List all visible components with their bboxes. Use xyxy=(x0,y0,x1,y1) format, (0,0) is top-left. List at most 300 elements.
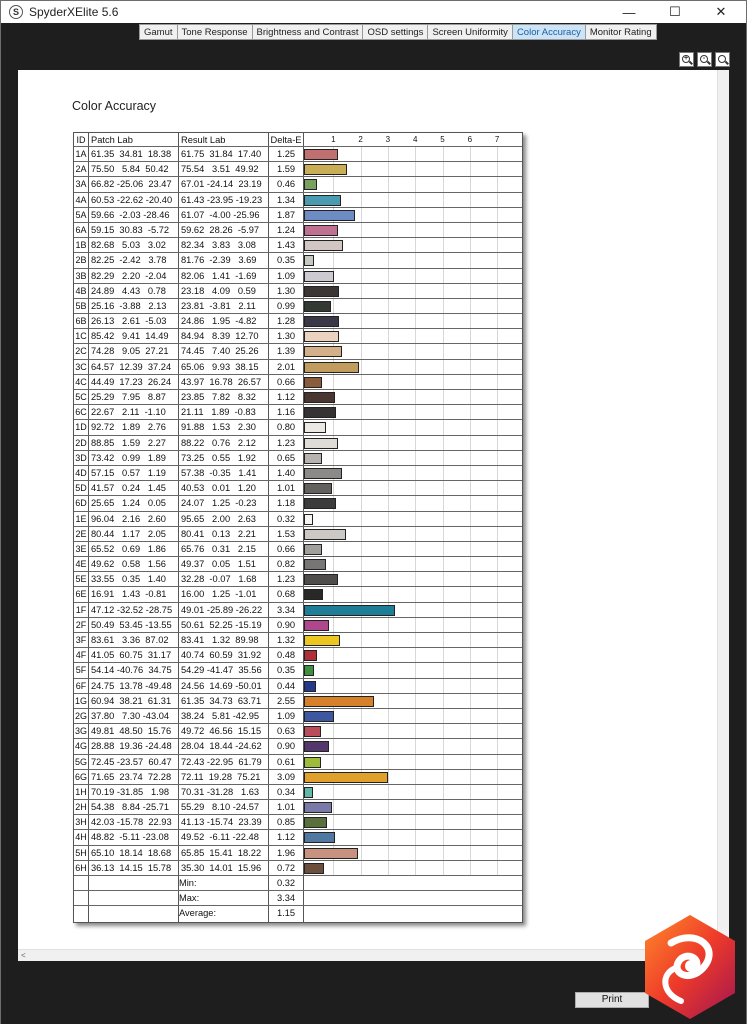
delta-e-bar xyxy=(304,711,334,722)
table-row xyxy=(74,481,522,496)
delta-e-bar xyxy=(304,635,340,646)
delta-e-value: 0.68 xyxy=(269,587,304,601)
patch-lab-values: 80.44 1.17 2.05 xyxy=(89,527,179,541)
patch-id: 3G xyxy=(74,724,89,738)
patch-id: 4F xyxy=(74,648,89,662)
delta-e-bar-cell xyxy=(304,405,522,419)
zoom-fit-icon[interactable] xyxy=(715,52,730,67)
patch-lab-values: 36.13 14.15 15.78 xyxy=(89,861,179,875)
delta-e-value: 0.99 xyxy=(269,299,304,313)
delta-e-bar xyxy=(304,195,341,206)
patch-id: 1H xyxy=(74,785,89,799)
delta-e-bar xyxy=(304,848,358,859)
result-lab-values: 28.04 18.44 -24.62 xyxy=(179,739,269,753)
delta-e-bar-cell xyxy=(304,755,522,769)
delta-e-bar-cell xyxy=(304,557,522,571)
delta-e-bar xyxy=(304,422,326,433)
delta-e-bar-cell xyxy=(304,648,522,662)
result-lab-values: 81.76 -2.39 3.69 xyxy=(179,253,269,267)
delta-e-bar xyxy=(304,832,335,843)
patch-lab-values: 16.91 1.43 -0.81 xyxy=(89,587,179,601)
patch-id: 5C xyxy=(74,390,89,404)
patch-lab-values: 70.19 -31.85 1.98 xyxy=(89,785,179,799)
patch-lab-values: 42.03 -15.78 22.93 xyxy=(89,815,179,829)
delta-e-value: 3.34 xyxy=(269,603,304,617)
minimize-button[interactable]: — xyxy=(622,4,636,20)
result-lab-values: 49.52 -6.11 -22.48 xyxy=(179,830,269,844)
table-header xyxy=(74,133,522,147)
patch-id: 3E xyxy=(74,542,89,556)
delta-e-bar xyxy=(304,255,314,266)
delta-e-bar-cell xyxy=(304,785,522,799)
table-row xyxy=(74,633,522,648)
delta-e-value: 1.23 xyxy=(269,572,304,586)
patch-lab-values: 49.81 48.50 15.76 xyxy=(89,724,179,738)
patch-id: 5F xyxy=(74,663,89,677)
table-row xyxy=(74,238,522,253)
delta-e-value: 1.01 xyxy=(269,800,304,814)
result-lab-values: 80.41 0.13 2.21 xyxy=(179,527,269,541)
table-row xyxy=(74,739,522,754)
patch-id: 1F xyxy=(74,603,89,617)
delta-e-bar xyxy=(304,544,322,555)
result-lab-values: 24.56 14.69 -50.01 xyxy=(179,679,269,693)
table-row xyxy=(74,770,522,785)
table-row xyxy=(74,466,522,481)
patch-lab-values: 74.28 9.05 27.21 xyxy=(89,344,179,358)
table-row xyxy=(74,861,522,876)
axis-tick-label: 1 xyxy=(331,135,336,144)
delta-e-value: 0.61 xyxy=(269,755,304,769)
patch-lab-values: 50.49 53.45 -13.55 xyxy=(89,618,179,632)
patch-lab-values: 85.42 9.41 14.49 xyxy=(89,329,179,343)
spyder-app-icon: S xyxy=(9,5,23,19)
table-row xyxy=(74,375,522,390)
table-row xyxy=(74,299,522,314)
table-row xyxy=(74,587,522,602)
patch-id: 6A xyxy=(74,223,89,237)
result-lab-values: 16.00 1.25 -1.01 xyxy=(179,587,269,601)
table-row xyxy=(74,208,522,223)
result-lab-values: 24.86 1.95 -4.82 xyxy=(179,314,269,328)
summary-label: Max: xyxy=(179,891,269,905)
patch-id: 3H xyxy=(74,815,89,829)
patch-id: 1C xyxy=(74,329,89,343)
zoom-in-icon[interactable]: + xyxy=(679,52,694,67)
table-row xyxy=(74,193,522,208)
delta-e-bar-cell xyxy=(304,815,522,829)
header-result-lab: Result Lab xyxy=(179,133,269,146)
patch-lab-values: 71.65 23.74 72.28 xyxy=(89,770,179,784)
patch-id: 5A xyxy=(74,208,89,222)
table-row xyxy=(74,527,522,542)
delta-e-bar-cell xyxy=(304,451,522,465)
delta-e-bar xyxy=(304,392,335,403)
result-lab-values: 61.43 -23.95 -19.23 xyxy=(179,193,269,207)
delta-e-bar-cell xyxy=(304,299,522,313)
table-row xyxy=(74,344,522,359)
result-lab-values: 67.01 -24.14 23.19 xyxy=(179,177,269,191)
delta-e-bar-cell xyxy=(304,694,522,708)
vertical-scrollbar[interactable] xyxy=(717,70,729,950)
delta-e-value: 0.90 xyxy=(269,618,304,632)
patch-lab-values: 72.45 -23.57 60.47 xyxy=(89,755,179,769)
table-row xyxy=(74,694,522,709)
delta-e-bar-cell xyxy=(304,709,522,723)
patch-id: 1B xyxy=(74,238,89,252)
summary-row xyxy=(74,906,522,921)
patch-id: 2C xyxy=(74,344,89,358)
report-title: Color Accuracy xyxy=(72,99,157,113)
patch-id: 1A xyxy=(74,147,89,161)
patch-lab-values: 24.75 13.78 -49.48 xyxy=(89,679,179,693)
delta-e-bar xyxy=(304,331,339,342)
summary-row xyxy=(74,876,522,891)
blank-cell xyxy=(89,906,179,921)
patch-lab-values: 64.57 12.39 37.24 xyxy=(89,360,179,374)
delta-e-bar xyxy=(304,650,317,661)
delta-e-value: 2.01 xyxy=(269,360,304,374)
delta-e-bar-cell xyxy=(304,603,522,617)
delta-e-value: 1.01 xyxy=(269,481,304,495)
patch-id: 2B xyxy=(74,253,89,267)
delta-e-bar-cell xyxy=(304,512,522,526)
result-lab-values: 54.29 -41.47 35.56 xyxy=(179,663,269,677)
bottom-bar xyxy=(1,962,746,1024)
delta-e-value: 2.55 xyxy=(269,694,304,708)
delta-e-bar xyxy=(304,346,342,357)
delta-e-value: 1.59 xyxy=(269,162,304,176)
zoom-toolbar xyxy=(679,52,730,67)
patch-lab-values: 61.35 34.81 18.38 xyxy=(89,147,179,161)
delta-e-value: 1.09 xyxy=(269,269,304,283)
table-row xyxy=(74,496,522,511)
delta-e-bar-cell xyxy=(304,269,522,283)
delta-e-bar xyxy=(304,179,317,190)
delta-e-value: 1.40 xyxy=(269,466,304,480)
result-lab-values: 91.88 1.53 2.30 xyxy=(179,420,269,434)
delta-e-bar xyxy=(304,559,326,570)
delta-e-bar-cell xyxy=(304,663,522,677)
delta-e-bar xyxy=(304,164,347,175)
delta-e-value: 0.32 xyxy=(269,512,304,526)
patch-lab-values: 57.15 0.57 1.19 xyxy=(89,466,179,480)
tab-bar xyxy=(139,24,657,40)
delta-e-value: 0.65 xyxy=(269,451,304,465)
zoom-out-icon[interactable]: - xyxy=(697,52,712,67)
delta-e-bar xyxy=(304,589,323,600)
table-row xyxy=(74,648,522,663)
tab-osd-settings[interactable]: OSD settings xyxy=(363,24,428,40)
patch-lab-values: 48.82 -5.11 -23.08 xyxy=(89,830,179,844)
table-row xyxy=(74,162,522,177)
patch-lab-values: 59.15 30.83 -5.72 xyxy=(89,223,179,237)
delta-e-bar xyxy=(304,529,346,540)
table-row xyxy=(74,390,522,405)
delta-e-bar xyxy=(304,817,327,828)
summary-value: 3.34 xyxy=(269,891,304,905)
result-lab-values: 84.94 8.39 12.70 xyxy=(179,329,269,343)
patch-id: 6E xyxy=(74,587,89,601)
axis-tick-label: 2 xyxy=(358,135,363,144)
patch-lab-values: 47.12 -32.52 -28.75 xyxy=(89,603,179,617)
delta-e-bar-cell xyxy=(304,572,522,586)
delta-e-bar-cell xyxy=(304,177,522,191)
delta-e-bar-cell xyxy=(304,420,522,434)
delta-e-bar-cell xyxy=(304,466,522,480)
result-lab-values: 35.30 14.01 15.96 xyxy=(179,861,269,875)
table-row xyxy=(74,269,522,284)
patch-lab-values: 83.61 3.36 87.02 xyxy=(89,633,179,647)
patch-id: 6H xyxy=(74,861,89,875)
table-row xyxy=(74,679,522,694)
blank-cell xyxy=(89,876,179,890)
blank-cell xyxy=(89,891,179,905)
color-accuracy-table xyxy=(73,132,523,923)
patch-id: 6B xyxy=(74,314,89,328)
tab-gamut[interactable]: Gamut xyxy=(139,24,178,40)
delta-e-value: 1.30 xyxy=(269,284,304,298)
delta-e-bar-cell xyxy=(304,390,522,404)
delta-e-bar-cell xyxy=(304,679,522,693)
tab-monitor-rating[interactable]: Monitor Rating xyxy=(586,24,657,40)
result-lab-values: 72.11 19.28 75.21 xyxy=(179,770,269,784)
patch-lab-values: 41.57 0.24 1.45 xyxy=(89,481,179,495)
delta-e-bar-cell xyxy=(304,208,522,222)
result-lab-values: 24.07 1.25 -0.23 xyxy=(179,496,269,510)
delta-e-bar-cell xyxy=(304,375,522,389)
delta-e-bar-cell xyxy=(304,360,522,374)
blank-cell xyxy=(74,891,89,905)
table-row xyxy=(74,755,522,770)
axis-tick-label: 4 xyxy=(412,135,418,144)
delta-e-value: 1.32 xyxy=(269,633,304,647)
table-row xyxy=(74,451,522,466)
patch-id: 6C xyxy=(74,405,89,419)
delta-e-bar xyxy=(304,438,338,449)
table-row xyxy=(74,572,522,587)
delta-e-bar xyxy=(304,468,342,479)
delta-e-bar-cell xyxy=(304,344,522,358)
delta-e-bar xyxy=(304,377,322,388)
table-row xyxy=(74,314,522,329)
result-lab-values: 88.22 0.76 2.12 xyxy=(179,436,269,450)
result-lab-values: 40.74 60.59 31.92 xyxy=(179,648,269,662)
result-lab-values: 49.72 46.56 15.15 xyxy=(179,724,269,738)
table-row xyxy=(74,436,522,451)
summary-label: Average: xyxy=(179,906,269,921)
delta-e-bar xyxy=(304,574,338,585)
delta-e-bar xyxy=(304,240,343,251)
patch-id: 5H xyxy=(74,846,89,860)
patch-lab-values: 41.05 60.75 31.17 xyxy=(89,648,179,662)
result-lab-values: 43.97 16.78 26.57 xyxy=(179,375,269,389)
result-lab-values: 23.81 -3.81 2.11 xyxy=(179,299,269,313)
delta-e-bar xyxy=(304,301,331,312)
table-row xyxy=(74,815,522,830)
delta-e-value: 1.28 xyxy=(269,314,304,328)
patch-lab-values: 66.82 -25.06 23.47 xyxy=(89,177,179,191)
tab-color-accuracy[interactable]: Color Accuracy xyxy=(513,24,586,40)
patch-id: 4H xyxy=(74,830,89,844)
tab-brightness-and-contrast[interactable]: Brightness and Contrast xyxy=(253,24,364,40)
delta-e-value: 1.18 xyxy=(269,496,304,510)
delta-e-bar-cell xyxy=(304,436,522,450)
patch-lab-values: 28.88 19.36 -24.48 xyxy=(89,739,179,753)
delta-e-bar xyxy=(304,286,339,297)
axis-tick-label: 7 xyxy=(494,135,500,144)
result-lab-values: 32.28 -0.07 1.68 xyxy=(179,572,269,586)
patch-lab-values: 24.89 4.43 0.78 xyxy=(89,284,179,298)
patch-lab-values: 65.10 18.14 18.68 xyxy=(89,846,179,860)
patch-lab-values: 88.85 1.59 2.27 xyxy=(89,436,179,450)
delta-e-bar-cell xyxy=(304,147,522,161)
patch-id: 3B xyxy=(74,269,89,283)
patch-lab-values: 75.50 5.84 50.42 xyxy=(89,162,179,176)
table-row xyxy=(74,147,522,162)
patch-id: 2H xyxy=(74,800,89,814)
maximize-button[interactable]: ☐ xyxy=(669,4,681,19)
table-row xyxy=(74,603,522,618)
delta-e-bar-cell xyxy=(304,800,522,814)
delta-e-bar-cell xyxy=(304,238,522,252)
delta-e-bar xyxy=(304,757,321,768)
patch-id: 3C xyxy=(74,360,89,374)
delta-e-bar xyxy=(304,620,329,631)
delta-e-bar-cell xyxy=(304,314,522,328)
summary-label: Min: xyxy=(179,876,269,890)
delta-e-bar xyxy=(304,453,322,464)
delta-e-bar-cell xyxy=(304,329,522,343)
delta-e-bar xyxy=(304,772,388,783)
patch-id: 3F xyxy=(74,633,89,647)
delta-e-bar xyxy=(304,362,359,373)
patch-lab-values: 59.66 -2.03 -28.46 xyxy=(89,208,179,222)
delta-e-value: 1.39 xyxy=(269,344,304,358)
axis-tick-label: 5 xyxy=(440,135,445,144)
delta-e-axis xyxy=(304,133,522,146)
patch-id: 2F xyxy=(74,618,89,632)
patch-id: 4A xyxy=(74,193,89,207)
table-row xyxy=(74,360,522,375)
blank-cell xyxy=(304,891,522,905)
patch-id: 4D xyxy=(74,466,89,480)
delta-e-bar xyxy=(304,483,332,494)
result-lab-values: 73.25 0.55 1.92 xyxy=(179,451,269,465)
table-row xyxy=(74,223,522,238)
blank-cell xyxy=(74,906,89,921)
patch-id: 4G xyxy=(74,739,89,753)
delta-e-bar xyxy=(304,863,324,874)
delta-e-value: 1.09 xyxy=(269,709,304,723)
result-lab-values: 61.07 -4.00 -25.96 xyxy=(179,208,269,222)
result-lab-values: 61.75 31.84 17.40 xyxy=(179,147,269,161)
delta-e-bar-cell xyxy=(304,284,522,298)
patch-lab-values: 73.42 0.99 1.89 xyxy=(89,451,179,465)
delta-e-bar xyxy=(304,498,336,509)
patch-id: 4E xyxy=(74,557,89,571)
delta-e-bar xyxy=(304,514,313,525)
delta-e-value: 0.82 xyxy=(269,557,304,571)
patch-lab-values: 25.29 7.95 8.87 xyxy=(89,390,179,404)
patch-lab-values: 37.80 7.30 -43.04 xyxy=(89,709,179,723)
delta-e-bar-cell xyxy=(304,542,522,556)
delta-e-bar-cell xyxy=(304,253,522,267)
title-bar xyxy=(1,1,746,23)
patch-lab-values: 54.38 8.84 -25.71 xyxy=(89,800,179,814)
report-viewport xyxy=(18,70,729,961)
delta-e-value: 0.35 xyxy=(269,663,304,677)
result-lab-values: 74.45 7.40 25.26 xyxy=(179,344,269,358)
delta-e-value: 1.24 xyxy=(269,223,304,237)
patch-lab-values: 44.49 17.23 26.24 xyxy=(89,375,179,389)
patch-id: 5G xyxy=(74,755,89,769)
table-row xyxy=(74,830,522,845)
result-lab-values: 65.85 15.41 18.22 xyxy=(179,846,269,860)
print-button[interactable]: Print xyxy=(575,992,649,1008)
patch-id: 6F xyxy=(74,679,89,693)
patch-id: 4C xyxy=(74,375,89,389)
delta-e-value: 0.72 xyxy=(269,861,304,875)
horizontal-scrollbar[interactable]: < xyxy=(18,949,729,961)
watermark-logo xyxy=(641,913,739,1021)
table-row xyxy=(74,177,522,192)
delta-e-bar xyxy=(304,665,314,676)
delta-e-bar-cell xyxy=(304,770,522,784)
delta-e-bar-cell xyxy=(304,861,522,875)
result-lab-values: 65.06 9.93 38.15 xyxy=(179,360,269,374)
delta-e-bar-cell xyxy=(304,724,522,738)
table-row xyxy=(74,405,522,420)
tab-tone-response[interactable]: Tone Response xyxy=(178,24,253,40)
table-row xyxy=(74,800,522,815)
result-lab-values: 38.24 5.81 -42.95 xyxy=(179,709,269,723)
table-row xyxy=(74,512,522,527)
delta-e-value: 0.35 xyxy=(269,253,304,267)
delta-e-value: 3.09 xyxy=(269,770,304,784)
patch-id: 2D xyxy=(74,436,89,450)
patch-id: 2G xyxy=(74,709,89,723)
window-title: SpyderXElite 5.6 xyxy=(29,5,119,19)
delta-e-bar xyxy=(304,210,355,221)
patch-id: 6G xyxy=(74,770,89,784)
patch-id: 4B xyxy=(74,284,89,298)
delta-e-value: 0.66 xyxy=(269,542,304,556)
delta-e-value: 1.87 xyxy=(269,208,304,222)
patch-id: 6D xyxy=(74,496,89,510)
result-lab-values: 82.34 3.83 3.08 xyxy=(179,238,269,252)
table-body xyxy=(74,147,522,876)
delta-e-value: 0.90 xyxy=(269,739,304,753)
table-row xyxy=(74,557,522,572)
delta-e-value: 1.53 xyxy=(269,527,304,541)
delta-e-value: 0.44 xyxy=(269,679,304,693)
delta-e-bar-cell xyxy=(304,481,522,495)
delta-e-value: 0.34 xyxy=(269,785,304,799)
table-row xyxy=(74,542,522,557)
patch-id: 1G xyxy=(74,694,89,708)
result-lab-values: 55.29 8.10 -24.57 xyxy=(179,800,269,814)
table-row xyxy=(74,618,522,633)
close-button[interactable]: ✕ xyxy=(715,4,727,19)
patch-lab-values: 65.52 0.69 1.86 xyxy=(89,542,179,556)
patch-lab-values: 25.65 1.24 0.05 xyxy=(89,496,179,510)
delta-e-value: 0.85 xyxy=(269,815,304,829)
result-lab-values: 75.54 3.51 49.92 xyxy=(179,162,269,176)
tab-screen-uniformity[interactable]: Screen Uniformity xyxy=(428,24,513,40)
delta-e-bar-cell xyxy=(304,739,522,753)
patch-lab-values: 96.04 2.16 2.60 xyxy=(89,512,179,526)
